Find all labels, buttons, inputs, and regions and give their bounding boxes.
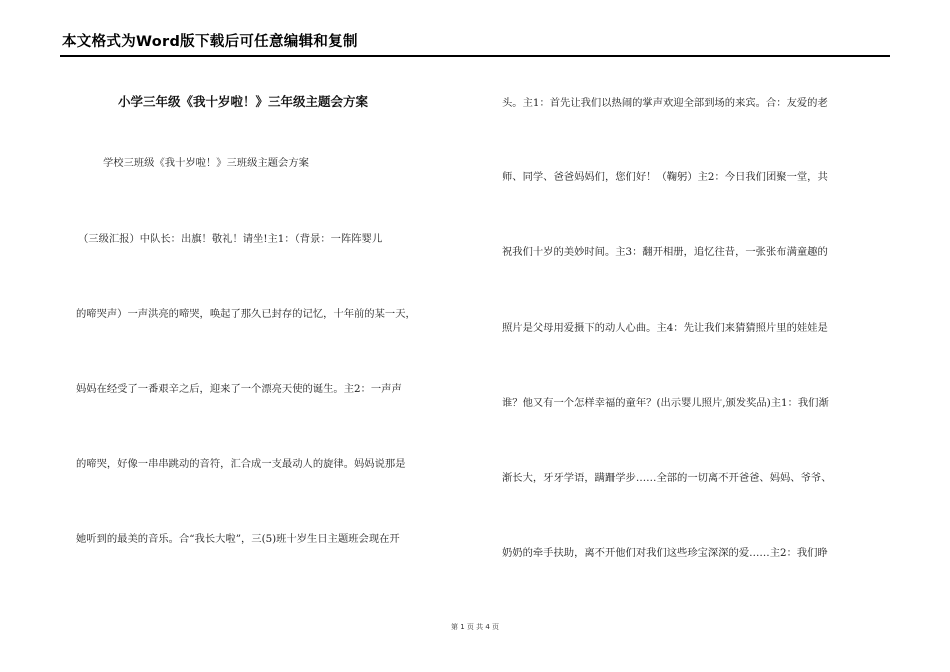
header-divider: [60, 55, 890, 57]
page-number: 第 1 页 共 4 页: [450, 623, 500, 631]
paragraph-line: 祝我们十岁的美妙时间。主3：翻开相册，追忆往昔，一张张布满童趣的: [502, 246, 828, 258]
paragraph-line: （三级汇报）中队长：出旗！敬礼！请坐!主1：（背景：一阵阵婴儿: [78, 233, 383, 245]
paragraph-line: 渐长大，牙牙学语，蹒跚学步……全部的一切离不开爸爸、妈妈、爷爷、: [502, 472, 832, 484]
paragraph-line: 学校三班级《我十岁啦！》三班级主题会方案: [103, 157, 309, 169]
paragraph-line: 的啼哭，好像一串串跳动的音符，汇合成一支最动人的旋律。妈妈说那是: [76, 458, 406, 470]
paragraph-line: 师、同学、爸爸妈妈们，您们好！（鞠躬）主2：今日我们团聚一堂，共: [502, 171, 828, 183]
paragraph-line: 头。主1：首先让我们以热闹的掌声欢迎全部到场的来宾。合：友爱的老: [502, 97, 828, 109]
paragraph-line: 的啼哭声）一声洪亮的啼哭，唤起了那久已封存的记忆，十年前的某一天，: [76, 308, 416, 320]
document-title: 小学三年级《我十岁啦！》三年级主题会方案: [118, 94, 369, 109]
paragraph-line: 奶奶的牵手扶助，离不开他们对我们这些珍宝深深的爱……主2：我们睁: [502, 547, 828, 559]
paragraph-line: 照片是父母用爱摄下的动人心曲。主4：先让我们来猜猜照片里的娃娃是: [502, 322, 828, 334]
paragraph-line: 妈妈在经受了一番艰辛之后，迎来了一个漂亮天使的诞生。主2：一声声: [76, 383, 402, 395]
header-banner: 本文格式为Word版下载后可任意编辑和复制: [62, 34, 358, 50]
paragraph-line: 她听到的最美的音乐。合“我长大啦”，三(5)班十岁生日主题班会现在开: [76, 533, 400, 545]
paragraph-line: 谁？他又有一个怎样幸福的童年？(出示婴儿照片,颁发奖品)主1：我们渐: [502, 397, 829, 409]
